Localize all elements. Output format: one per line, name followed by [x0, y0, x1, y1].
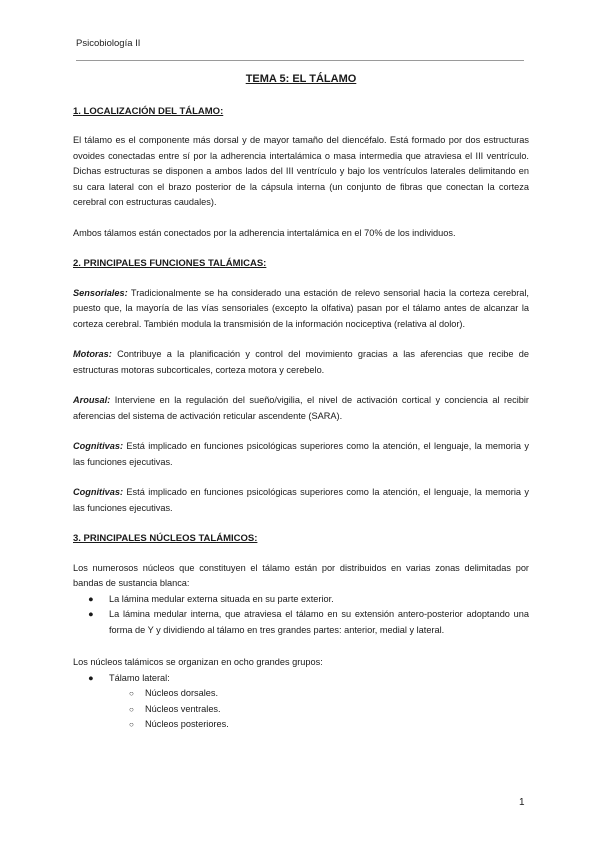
- section-1-paragraph-1: El tálamo es el componente más dorsal y de mayor tamaño del diencéfalo. Está formado por dos estructuras ovoides conectadas entre sí por la adherencia intertalámica o masa intermedia que atraviesa el III ventrículo. Dichas estructuras se disponen a ambos lados del III ventrículo y bajo los ventrículos laterales delimitando en su cara lateral con el brazo posterior de la cápsula interna (un conjunto de fibras que conectan la corteza cerebral con estructuras caudales).: [73, 135, 529, 207]
- lamina-list: [73, 592, 529, 639]
- section-1-heading: 1. LOCALIZACIÓN DEL TÁLAMO:: [73, 105, 224, 117]
- page-number: 1: [519, 797, 525, 808]
- function-lead: Arousal:: [73, 395, 111, 405]
- sub-list-item-text: Núcleos ventrales.: [145, 703, 221, 714]
- circle-bullet-icon: ○: [129, 704, 134, 714]
- function-lead: Motoras:: [73, 349, 112, 359]
- sub-list-item: [73, 686, 529, 702]
- list-item: [73, 607, 529, 638]
- function-lead: Sensoriales:: [73, 287, 128, 298]
- list-item: [73, 592, 529, 608]
- function-text: Contribuye a la planificación y control del movimiento gracias a las aferencias que recibe de estructuras motoras subcorticales, corteza motora y cerebelo.: [73, 349, 529, 375]
- section-2-heading: 2. PRINCIPALES FUNCIONES TALÁMICAS:: [73, 258, 267, 269]
- function-cognitivas: [73, 439, 529, 470]
- document-body: [73, 72, 529, 733]
- section-3-intro: Los numerosos núcleos que constituyen el tálamo están por distribuidos en varias zonas delimitadas por bandas de sustancia blanca:: [73, 562, 529, 588]
- running-header: Psicobiología II: [76, 38, 141, 49]
- document-title: TEMA 5: EL TÁLAMO: [245, 73, 357, 85]
- function-arousal: [73, 393, 529, 424]
- function-text: Está implicado en funciones psicológicas superiores como la atención, el lenguaje, la memoria y las funciones ejecutivas.: [73, 487, 529, 513]
- function-sensoriales: [73, 286, 529, 333]
- list-item-text: La lámina medular interna, que atraviesa el tálamo en su extensión antero-posterior adoptando una forma de Y y dividiendo al tálamo en tres grandes partes: anterior, medial y lateral.: [109, 609, 529, 635]
- function-motoras: [73, 347, 529, 378]
- function-text: Tradicionalmente se ha considerado una estación de relevo sensorial hacia la corteza cerebral, puesto que, la mayoría de las vías sensoriales (excepto la olfativa) pasan por el tálamo antes de alcanzar la corteza cerebral. También modula la transmisión de la información nociceptiva (relativa al dolor).: [73, 287, 529, 329]
- function-text: Interviene en la regulación del sueño/vigilia, el nivel de activación cortical y conciencia al recibir aferencias del sistema de activación reticular ascendente (SARA).: [73, 395, 529, 421]
- sub-list-item-text: Núcleos posteriores.: [145, 719, 229, 729]
- list-item: [73, 671, 529, 687]
- circle-bullet-icon: ○: [129, 720, 134, 729]
- sub-list-item-text: Núcleos dorsales.: [145, 688, 219, 698]
- groups-list: [73, 671, 529, 733]
- function-text: Está implicado en funciones psicológicas superiores como la atención, el lenguaje, la memoria y las funciones ejecutivas.: [73, 441, 529, 467]
- bullet-icon: ●: [88, 609, 94, 619]
- function-lead: Cognitivas:: [73, 487, 124, 497]
- groups-intro: Los núcleos talámicos se organizan en ocho grandes grupos:: [73, 657, 323, 667]
- list-item-text: La lámina medular externa situada en su parte exterior.: [109, 593, 334, 604]
- circle-bullet-icon: ○: [129, 689, 134, 698]
- section-1-paragraph-2: Ambos tálamos están conectados por la adherencia intertalámica en el 70% de los individuos.: [73, 227, 456, 238]
- bullet-icon: ●: [88, 593, 94, 604]
- sub-list-item: [73, 702, 529, 718]
- header-divider: [76, 60, 524, 61]
- function-lead: Cognitivas:: [73, 441, 124, 451]
- function-cognitivas-repeat: [73, 485, 529, 516]
- sub-list-item: [73, 717, 529, 733]
- bullet-icon: ●: [88, 672, 94, 683]
- list-item-text: Tálamo lateral:: [109, 672, 170, 683]
- section-3-heading: 3. PRINCIPALES NÚCLEOS TALÁMICOS:: [73, 533, 258, 544]
